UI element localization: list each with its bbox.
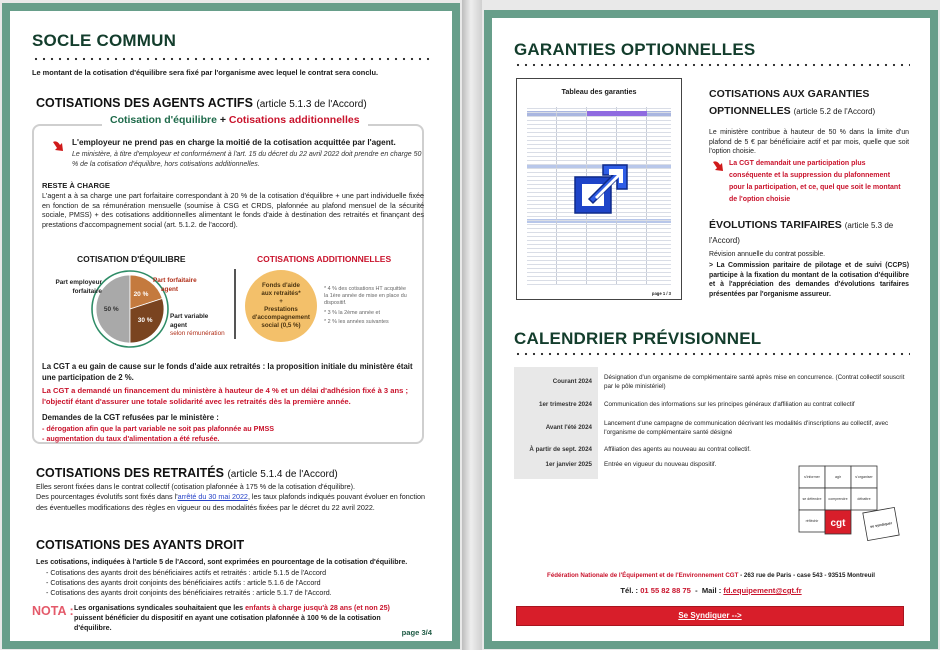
arrete-link[interactable]: arrêté du 30 mai 2022: [177, 492, 248, 502]
garanties-text: Le ministère contribue à hauteur de 50 % dans la limite d'un plafond de 5 € par bénéficiaire actif et par mois, quelle que soit l'option choisie.: [709, 129, 909, 156]
contact-line: [492, 586, 930, 595]
note: * 4 % des cotisations HT acquittée la 1ère année de mise en place du dispositif.: [324, 286, 407, 307]
cgt-puzzle-logo: [795, 464, 905, 544]
box-title: [102, 114, 368, 126]
circle-text: Prestations: [264, 306, 298, 313]
reste-a-charge-text: L'agent a à sa charge une part forfaitaire correspondant à 20 % de la cotisation d'équilibre + une part individuelle fixée en fonction de sa rémunération mensuelle (soumise à CSG et CRDS, plafonnée au plafond mensuel de la sécurité sociale, PMSS) + des cotisations additionnelles alimentant le fonds d'aide à destination des retraités et finançant des prestations d'accompagnement social (art. 5.1.2. de l'accord).: [42, 191, 424, 230]
tel-number: 01 55 82 88 75: [640, 586, 691, 595]
label-line: agent: [161, 285, 179, 293]
heading-text: COTISATIONS DES AGENTS ACTIFS: [36, 96, 253, 110]
article-ref: (article 5.3 de l'Accord): [709, 221, 894, 245]
tel-label: Tél. :: [620, 586, 641, 595]
external-link-icon[interactable]: [569, 155, 633, 219]
calendar-row: [514, 445, 914, 454]
page-right-content: [492, 18, 930, 641]
puzzle-piece-label: comprendre: [828, 497, 848, 501]
pie-label-variable: [170, 313, 225, 339]
retraites-text: [36, 482, 428, 513]
puzzle-piece-label: s'organiser: [855, 475, 873, 479]
refus-heading: Demandes de la CGT refusées par le ministère :: [42, 413, 219, 422]
se-syndiquer-button[interactable]: Se Syndiquer -->: [516, 606, 904, 626]
label-line: agent: [170, 321, 188, 329]
page-number: page 3/4: [401, 628, 432, 637]
puzzle-piece-label: s'informer: [804, 475, 820, 479]
heading-retraites: [36, 466, 338, 480]
article-ref: (article 5.2 de l'Accord): [793, 107, 876, 116]
nota-text: [74, 603, 414, 633]
federation-line: [492, 572, 930, 579]
heading-evolutions: [709, 218, 909, 248]
heading-cotisations-additionnelles: COTISATIONS ADDITIONNELLES: [257, 254, 392, 264]
circle-text: d'accompagnement: [252, 314, 310, 321]
ayants-droit-item: - Cotisations des ayants droit conjoints des bénéficiaires actifs : article 5.1.6 de l'Accord: [46, 579, 321, 587]
evolutions-line2: > La Commission paritaire de pilotage et de suivi (CCPS) participe à la fixation du montant de la cotisation d'équilibre et à l'appréciation des demandes d'évolutions tarifaires présentées par l'organisme assureur.: [709, 262, 909, 298]
calendar-date: Avant l'été 2024: [545, 424, 592, 431]
heading-cotisations-garanties: [709, 86, 909, 120]
warning-italic: Le ministère, à titre d'employeur et conformément à l'art. 15 du décret du 22 avril 2022 doit prendre en charge 50 % de la cotisation d'équilibre, hors cotisations additionnelles.: [72, 151, 422, 168]
cgt-win-text: La CGT a eu gain de cause sur le fonds d'aide aux retraités : la proposition initiale du ministère était une participation de 2 %.: [42, 362, 413, 382]
vertical-divider: [234, 269, 236, 339]
refus-item: - augmentation du taux d'alimentation a été refusée.: [42, 434, 220, 443]
puzzle-piece-label: réfléchir: [805, 519, 819, 523]
box-title-plus: +: [216, 114, 229, 126]
nota-highlight: enfants à charge jusqu'à 28 ans (et non 25): [245, 604, 390, 612]
heading-ayants-droit: COTISATIONS DES AYANTS DROIT: [36, 538, 245, 552]
ayants-droit-intro: Les cotisations, indiquées à l'article 5 de l'Accord, sont exprimées en pourcentage de la cotisation d'équilibre.: [36, 558, 408, 566]
cgt-garanties-text: La CGT demandait une participation plus conséquente et la suppression du plafonnement pour la participation, et ce, quel que soit le montant de l'option choisie: [729, 160, 901, 203]
retraites-line: Elles seront fixées dans le contrat collectif (cotisation plafonnée à 175 % de la cotisation d'équilibre).: [36, 482, 356, 491]
intro-text: Le montant de la cotisation d'équilibre sera fixé par l'organisme avec lequel le contrat sera conclu.: [32, 68, 379, 77]
federation-address: - 263 rue de Paris - case 543 - 93515 Montreuil: [738, 572, 875, 579]
circle-text: social (0,5 %): [261, 322, 301, 329]
puzzle-piece-label: se défendre: [802, 497, 822, 501]
label-line: forfaitaire: [72, 287, 102, 295]
box-title-equilibre: Cotisation d'équilibre: [110, 114, 217, 126]
calendar-row: [514, 400, 914, 409]
calendar-row: [514, 373, 914, 391]
thumbnail-header-band: [587, 111, 647, 116]
calendar-desc: Communication des informations sur les principes généraux d'affiliation au contrat collectif: [604, 401, 855, 408]
text: Des pourcentages évolutifs sont fixés dans l': [36, 492, 178, 502]
note: * 3 % la 2ème année et: [324, 309, 381, 316]
section-title-socle-commun: SOCLE COMMUN: [32, 31, 177, 50]
nota-label: NOTA :: [32, 604, 74, 618]
page-left: [2, 3, 460, 649]
fonds-aide-circle: [245, 270, 317, 342]
note: * 2 % les années suivantes: [324, 318, 389, 325]
text: , les taux plafonds indiqués pouvant évoluer en fonction des éventuelles modifications des règles en vigueur ou des modalités fixées par le décret du 22 avril 2022.: [36, 492, 425, 512]
label-line: Part employeur: [55, 279, 102, 286]
article-ref: (article 5.1.3 de l'Accord): [256, 99, 367, 110]
pie-label-forfaitaire: [153, 277, 197, 294]
refus-item: - dérogation afin que la part variable ne soit pas plafonnée au PMSS: [42, 424, 275, 433]
article-ref: (article 5.1.4 de l'Accord): [227, 469, 338, 480]
pie-slice-label: 30 %: [137, 316, 153, 324]
red-arrow-icon: [52, 139, 66, 153]
pie-label-employeur: [54, 279, 102, 296]
label-line: Part variable: [170, 313, 209, 320]
reste-a-charge-heading: RESTE À CHARGE: [42, 181, 110, 190]
red-arrow-icon: [712, 159, 726, 173]
pie-slice-label: 50 %: [103, 306, 119, 313]
separator: -: [690, 586, 702, 595]
ayants-droit-item: - Cotisations des ayants droit conjoints des bénéficiaires retraités : article 5.1.7 de l'Accord.: [46, 589, 332, 597]
page-right: [484, 10, 938, 649]
puzzle-piece-label: débattre: [857, 497, 871, 501]
heading-text: COTISATIONS AUX GARANTIES OPTIONNELLES: [709, 88, 870, 117]
calendar-desc: Lancement d'une campagne de communication décrivant les modalités d'inscriptions au collectif, avec l'organisme de complémentaire santé désigné: [604, 420, 889, 436]
federation-name: Fédération Nationale de l'Équipement et de l'Environnement CGT: [547, 572, 739, 579]
cgt-logo-text: cgt: [830, 518, 846, 529]
label-line: Part forfaitaire: [153, 277, 197, 284]
circle-text: aux retraités*: [261, 290, 301, 297]
retraites-line: [36, 492, 428, 513]
box-title-additionnelles: Cotisations additionnelles: [228, 114, 360, 126]
thumbnail-footer: page 1 / 3: [651, 291, 671, 296]
thumbnail-title: Tableau des garanties: [561, 87, 637, 96]
calendar-desc: Affiliation des agents au nouveau au contrat collectif.: [604, 446, 751, 453]
puzzle-piece-label: agir: [835, 475, 841, 479]
warning-bold: L'employeur ne prend pas en charge la moitié de la cotisation acquittée par l'agent.: [72, 138, 396, 147]
evolutions-line1: Révision annuelle du contrat possible.: [709, 251, 826, 258]
calendar-desc: Désignation d'un organisme de complémentaire santé après mise en concurrence. (Contrat collectif souscrit par le pôle ministériel): [604, 374, 905, 390]
dotted-divider: [514, 352, 910, 356]
calendar-date: À partir de sept. 2024: [529, 446, 592, 453]
section-title-garanties: GARANTIES OPTIONNELLES: [514, 40, 756, 59]
tableau-garanties-thumbnail[interactable]: [516, 78, 682, 300]
calendar-date: 1er trimestre 2024: [539, 401, 592, 408]
page-left-content: [10, 11, 452, 641]
heading-agents-actifs: [36, 96, 367, 110]
text: puissent bénéficier du dispositif en ayant une cotisation plafonnée à 100 % de la cotisation d'équilibre.: [74, 614, 381, 632]
section-title-calendrier: CALENDRIER PRÉVISIONNEL: [514, 329, 762, 348]
spread-gutter: [462, 0, 482, 650]
label-line: selon rémunération: [170, 330, 225, 337]
circle-text: Fonds d'aide: [262, 282, 300, 289]
heading-text: COTISATIONS DES RETRAITÉS: [36, 466, 224, 480]
calendar-date: Courant 2024: [552, 378, 592, 385]
calendar-date: 1er janvier 2025: [545, 461, 592, 468]
cgt-demand-text: La CGT a demandé un financement du ministère à hauteur de 4 % et un délai d'adhésion fixé à 3 ans ; l'objectif étant d'assurer une totale solidarité avec les retraités dès la première année.: [42, 386, 408, 406]
pie-slice-label: 20 %: [133, 290, 149, 298]
notes: [324, 286, 409, 326]
circle-plus: +: [279, 298, 283, 305]
mail-link[interactable]: fd.equipement@cgt.fr: [723, 586, 802, 595]
puzzle-piece-label: se syndiquer: [869, 521, 893, 529]
mail-label: Mail :: [701, 586, 724, 595]
dotted-divider: [32, 57, 434, 61]
calendar-row: [514, 419, 914, 437]
ayants-droit-item: - Cotisations des ayants droit des bénéficiaires actifs et retraités : article 5.1.5 de l'Accord: [46, 569, 327, 577]
text: Les organisations syndicales souhaitaient que les: [74, 604, 246, 612]
heading-cotisation-equilibre: COTISATION D'ÉQUILIBRE: [77, 254, 186, 264]
dotted-divider: [514, 63, 910, 67]
heading-text: ÉVOLUTIONS TARIFAIRES: [709, 219, 842, 231]
calendar-desc: Entrée en vigueur du nouveau dispositif.: [604, 461, 717, 468]
